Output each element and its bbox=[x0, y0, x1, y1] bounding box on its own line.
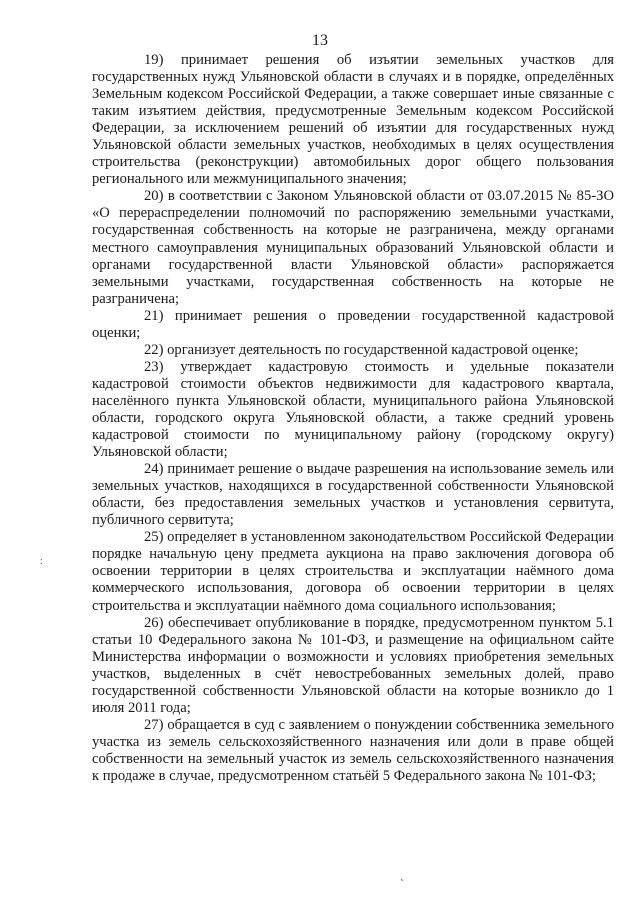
clause-23: 23) утверждает кадастровую стоимость и удельные показатели кадастровой стоимости объектов недвижимости для кадастрового квартала, населённого пункта Ульяновской области, муниципального района Ульяновской области, городского округа Ульяновской области, а также средний уровень кадастровой стоимости по муниципальному району (городскому округу) Ульяновской области; bbox=[92, 358, 614, 461]
document-body bbox=[92, 52, 614, 785]
clause-22: 22) организует деятельность по государственной кадастровой оценке; bbox=[144, 341, 579, 358]
scan-mark: ㆍ bbox=[397, 876, 407, 887]
page-number: 13 bbox=[312, 32, 328, 49]
clause-24: 24) принимает решение о выдаче разрешения на использование земель или земельных участков, находящихся в государственной собственности Ульяновской области, без предоставления земельных участков и установления сервитута, публичного сервитута; bbox=[92, 461, 614, 529]
scan-mark: : bbox=[40, 556, 43, 567]
clause-26: 26) обеспечивает опубликование в порядке, предусмотренном пунктом 5.1 статьи 10 Федерального закона № 101-ФЗ, и размещение на официальном сайте Министерства информации о возможности и условиях приобретения земельных участков, выделенных в счёт невостребованных земельных долей, право государственной собственности Ульяновской области на которые возникло до 1 июля 2011 года; bbox=[92, 614, 614, 716]
clause-19: 19) принимает решения об изъятии земельных участков для государственных нужд Ульяновской области в случаях и в порядке, определённых Земельным кодексом Российской Федерации, а также совершает иные связанные с таким изъятием действия, предусмотренные Земельным кодексом Российской Федерации, за исключением решений об изъятии для государственных нужд Ульяновской области земельных участков, необходимых в целях осуществления строительства (реконструкции) автомобильных дорог общего пользования регионального или межмуниципального значения; bbox=[92, 52, 614, 188]
clause-20: 20) в соответствии с Законом Ульяновской области от 03.07.2015 № 85-ЗО «О перераспределении полномочий по распоряжению земельными участками, государственная собственность на которые не разграничена, между органами местного самоуправления муниципальных образований Ульяновской области и органами государственной власти Ульяновской области» распоряжается земельными участками, государственная собственность на которые не разграничена; bbox=[92, 188, 614, 307]
clause-25: 25) определяет в установленном законодательством Российской Федерации порядке начальную цену предмета аукциона на право заключения договора об освоении территории в целях строительства и эксплуатации наёмного дома коммерческого использования, договора об освоении территории в целях строительства и эксплуатации наёмного дома социального использования; bbox=[92, 529, 614, 614]
clause-27: 27) обращается в суд с заявлением о понуждении собственника земельного участка из земель сельскохозяйственного назначения или доли в праве общей собственности на земельный участок из земель сельскохозяйственного назначения к продаже в случае, предусмотренном статьёй 5 Федерального закона № 101-ФЗ; bbox=[92, 716, 614, 784]
clause-21: 21) принимает решения о проведении государственной кадастровой оценки; bbox=[92, 307, 614, 341]
